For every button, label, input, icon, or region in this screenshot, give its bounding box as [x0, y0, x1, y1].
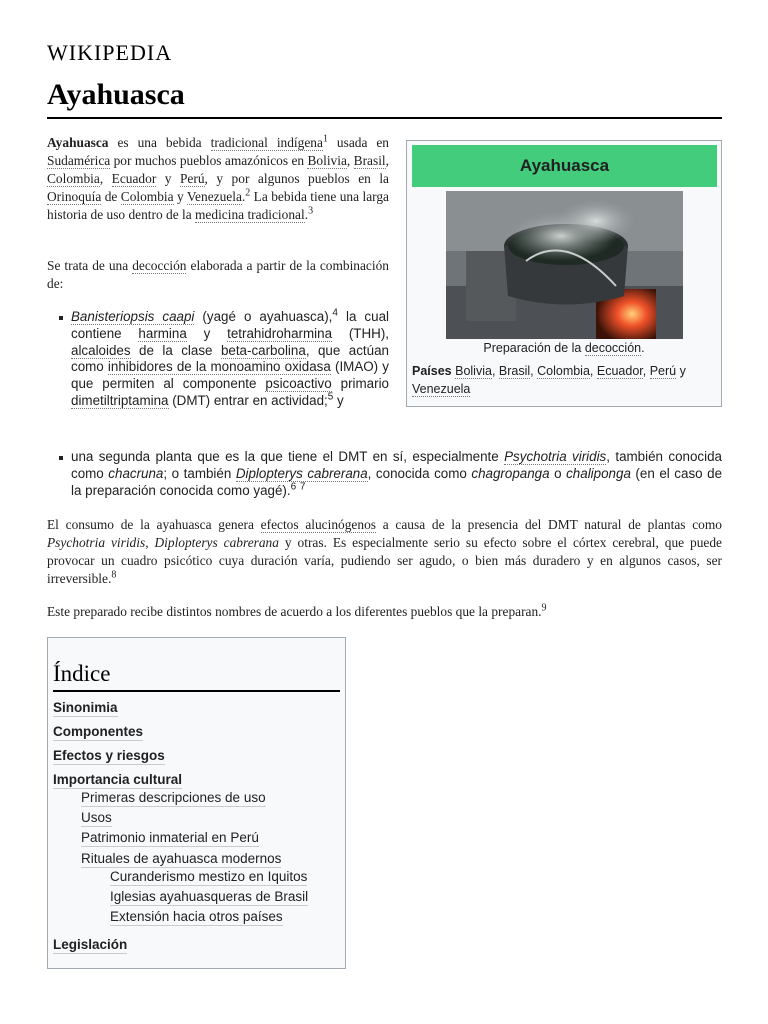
infobox-image[interactable]	[446, 191, 683, 339]
link-colombia[interactable]: Colombia	[47, 171, 100, 186]
toc-item-importancia[interactable]: Importancia cultural	[53, 772, 183, 787]
link-tradicional-indigena[interactable]: tradicional indígena	[210, 135, 323, 150]
link-medicina-tradicional[interactable]: medicina tradicional	[195, 207, 305, 222]
ref[interactable]: 1	[322, 133, 328, 145]
ingredient-list	[47, 309, 389, 410]
link-orinoquia[interactable]: Orinoquía	[47, 189, 102, 204]
link-decoccion-caption[interactable]: decocción	[584, 341, 642, 355]
toc-item-efectos[interactable]: Efectos y riesgos	[53, 748, 165, 763]
infobox-title: Ayahuasca	[412, 145, 717, 187]
link-bolivia-infobox[interactable]: Bolivia	[455, 364, 492, 378]
list-item: Banisteriopsis caapi (yagé o ayahuasca),$^4$ la cual contiene harmina y tetrahidroharmina (THH), alcaloides de la clase beta-carbolina, que actúan como inhibidores de la monoamino oxidasa (IMAO) y que permiten al componente psicoactivo primario dimetiltriptamina (DMT) entrar en actividad;$^5$ y	[47, 309, 389, 410]
link-psicoactivo[interactable]: psicoactivo	[265, 376, 332, 392]
cauldron-photo	[446, 191, 683, 339]
ingredient-list-2	[47, 449, 722, 499]
ref[interactable]: 8	[111, 569, 117, 581]
infobox-caption: Preparación de la decocción.	[483, 341, 645, 355]
link-diplopterys-cabrerana[interactable]: Diplopterys cabrerana	[235, 465, 368, 481]
toc-divider	[53, 690, 340, 692]
link-tetrahidroharmina[interactable]: tetrahidroharmina	[227, 325, 333, 341]
toc-item-curanderismo[interactable]: Curanderismo mestizo en Iquitos	[110, 869, 308, 884]
link-brasil[interactable]: Brasil	[353, 153, 386, 168]
toc-item-usos[interactable]: Usos	[81, 810, 112, 825]
wikipedia-logo[interactable]: WIKIPEDIA	[47, 40, 173, 65]
link-beta-carbolina[interactable]: beta-carbolina	[220, 342, 306, 358]
link-banisteriopsis[interactable]: Banisteriopsis caapi	[71, 309, 195, 324]
toc-item-sinonimia[interactable]: Sinonimia	[53, 700, 118, 715]
link-efectos-alucinogenos[interactable]: efectos alucinógenos	[260, 517, 376, 532]
title-divider	[47, 117, 722, 119]
link-venezuela-infobox[interactable]: Venezuela	[412, 382, 471, 396]
link-peru[interactable]: Perú	[179, 171, 205, 186]
link-venezuela[interactable]: Venezuela	[186, 189, 242, 204]
ref[interactable]: 9	[541, 602, 547, 614]
intro-paragraph: Ayahuasca es una bebida tradicional indígena$^1$ usada en Sudamérica por muchos pueblos amazónicos en Bolivia, Brasil, Colombia, Ecuador y Perú, y por algunos pueblos en la Orinoquía de Colombia y Venezuela.$^2$ La bebida tiene una larga historia de uso dentro de la medicina tradicional.$^3$	[47, 133, 390, 222]
ref[interactable]: 4	[332, 307, 338, 319]
ref[interactable]: 6	[290, 481, 297, 493]
link-psychotria-viridis[interactable]: Psychotria viridis	[504, 449, 607, 464]
toc-item-componentes[interactable]: Componentes	[53, 724, 144, 739]
link-harmina[interactable]: harmina	[138, 325, 187, 341]
link-imao[interactable]: inhibidores de la monoamino oxidasa	[107, 359, 331, 375]
ref[interactable]: 2	[245, 187, 251, 199]
link-colombia-2[interactable]: Colombia	[120, 189, 174, 204]
toc-item-iglesias[interactable]: Iglesias ayahuasqueras de Brasil	[110, 889, 309, 904]
link-bolivia[interactable]: Bolivia	[307, 153, 347, 168]
link-dimetiltriptamina[interactable]: dimetiltriptamina	[71, 392, 169, 408]
ref[interactable]: 7	[299, 481, 306, 493]
link-ecuador[interactable]: Ecuador	[111, 171, 157, 186]
toc-item-legislacion[interactable]: Legislación	[53, 937, 128, 952]
link-alcaloides[interactable]: alcaloides	[71, 342, 131, 358]
link-colombia-infobox[interactable]: Colombia	[537, 364, 590, 378]
table-of-contents	[47, 637, 346, 969]
toc-item-primeras-descripciones[interactable]: Primeras descripciones de uso	[81, 790, 266, 805]
link-ecuador-infobox[interactable]: Ecuador	[596, 364, 643, 378]
link-peru-infobox[interactable]: Perú	[649, 364, 677, 378]
toc-item-rituales[interactable]: Rituales de ayahuasca modernos	[81, 851, 282, 866]
link-brasil-infobox[interactable]: Brasil	[498, 364, 531, 378]
names-paragraph: Este preparado recibe distintos nombres de acuerdo a los diferentes pueblos que la preparan.$^9$	[47, 602, 547, 619]
composition-paragraph: Se trata de una decocción elaborada a partir de la combinación de:	[47, 258, 389, 291]
infobox	[406, 140, 722, 407]
ref[interactable]: 3	[308, 205, 314, 217]
link-sudamerica[interactable]: Sudamérica	[47, 153, 111, 168]
effects-paragraph: El consumo de la ayahuasca genera efectos alucinógenos a causa de la presencia del DMT natural de plantas como Psychotria viridis, Diplopterys cabrerana y otras. Es especialmente serio su efecto sobre el córtex cerebral, que puede provocar un cuadro psicótico cuya duración varía, pudiendo ser agudo, o bien más duradero y en algunos casos, ser irreversible.$^8$	[47, 517, 722, 586]
ref[interactable]: 5	[327, 391, 334, 403]
toc-item-extension[interactable]: Extensión hacia otros países	[110, 909, 283, 924]
infobox-countries-row: Países Bolivia, Brasil, Colombia, Ecuador, Perú y Venezuela	[412, 364, 686, 396]
link-decoccion[interactable]: decocción	[132, 258, 187, 273]
toc-title: Índice	[53, 661, 111, 686]
toc-item-patrimonio[interactable]: Patrimonio inmaterial en Perú	[81, 830, 259, 845]
page-title: Ayahuasca	[47, 78, 185, 111]
list-item: una segunda planta que es la que tiene el DMT en sí, especialmente Psychotria viridis, también conocida como chacruna; o también Diplopterys cabrerana, conocida como chagropanga o chaliponga (en el caso de la preparación conocida como yagé).$^6$ $^7$	[47, 449, 722, 499]
